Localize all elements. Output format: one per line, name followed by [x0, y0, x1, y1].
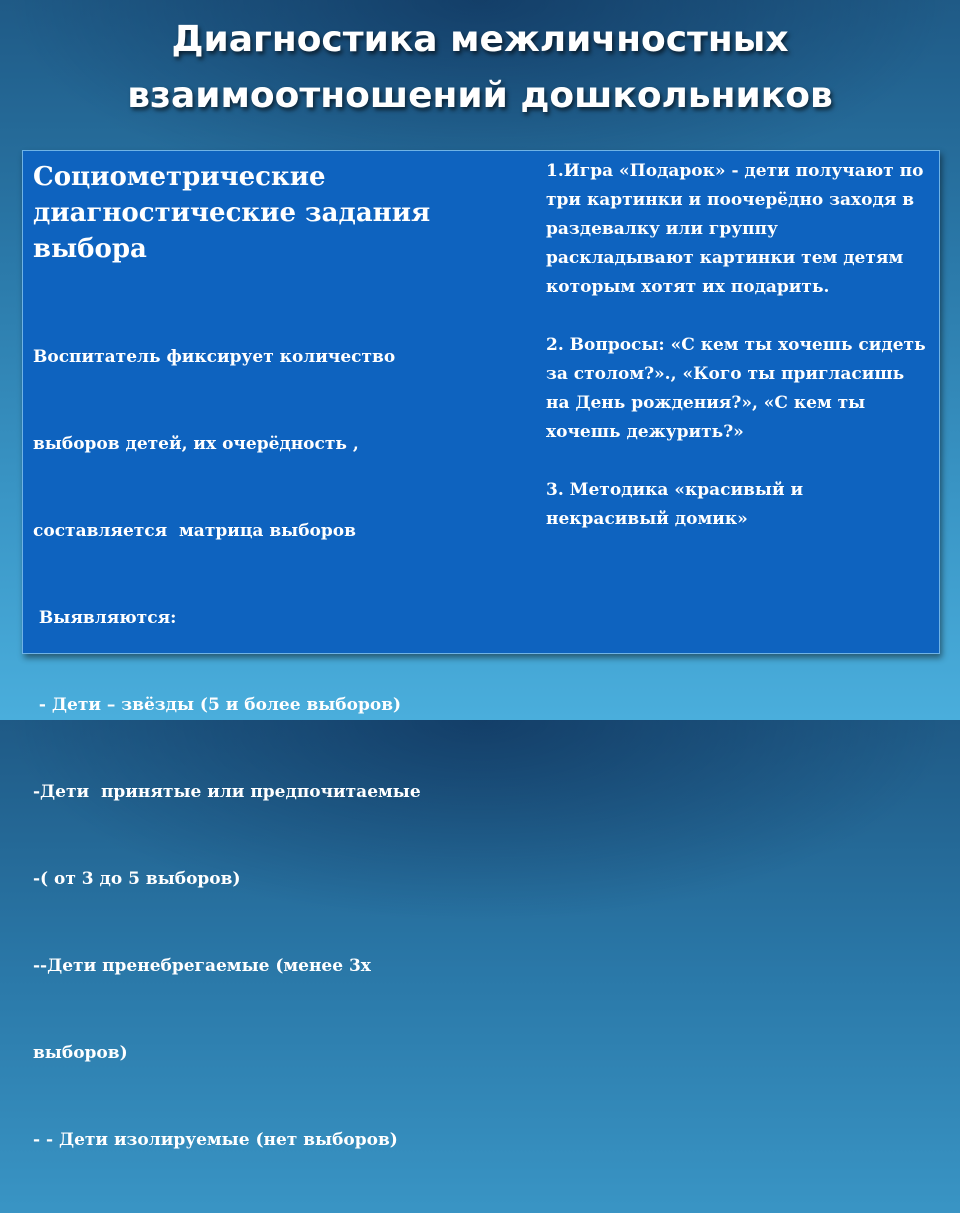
left-column: [33, 159, 523, 1213]
left-line: -( от 3 до 5 выборов): [33, 869, 241, 889]
left-heading: Социометрические диагностические задания выбора: [33, 162, 431, 264]
content-panel: [22, 150, 940, 1150]
left-line: Выявляются:: [33, 608, 177, 628]
left-body: [33, 285, 523, 1213]
method-item-questions: 2. Вопросы: «С кем ты хочешь сидеть за столом?»., «Кого ты пригласишь на День рождения?», «С кем ты хочешь дежурить?»: [546, 335, 926, 442]
slide-title-line-1: Диагностика межличностных: [171, 19, 789, 60]
right-column: [546, 157, 931, 563]
left-line: - Дети – звёзды (5 и более выборов): [33, 695, 402, 715]
method-item-house: 3. Методика «красивый и некрасивый домик»: [546, 480, 804, 529]
slide-title-line-2: взаимоотношений дошкольников: [127, 75, 833, 116]
left-line: Воспитатель фиксирует количество: [33, 347, 396, 367]
left-line: - - Дети изолируемые (нет выборов): [33, 1130, 398, 1150]
left-line: -Дети принятые или предпочитаемые: [33, 782, 421, 802]
left-line: выборов): [33, 1043, 128, 1063]
method-item-game: 1.Игра «Подарок» - дети получают по три картинки и поочерёдно заходя в раздевалку или группу раскладывают картинки тем детям которым хотят их подарить.: [546, 161, 924, 297]
left-line: выборов детей, их очерёдность ,: [33, 434, 359, 454]
slide-title: [0, 12, 960, 124]
left-line: --Дети пренебрегаемые (менее 3х: [33, 956, 371, 976]
left-line: составляется матрица выборов: [33, 521, 356, 541]
